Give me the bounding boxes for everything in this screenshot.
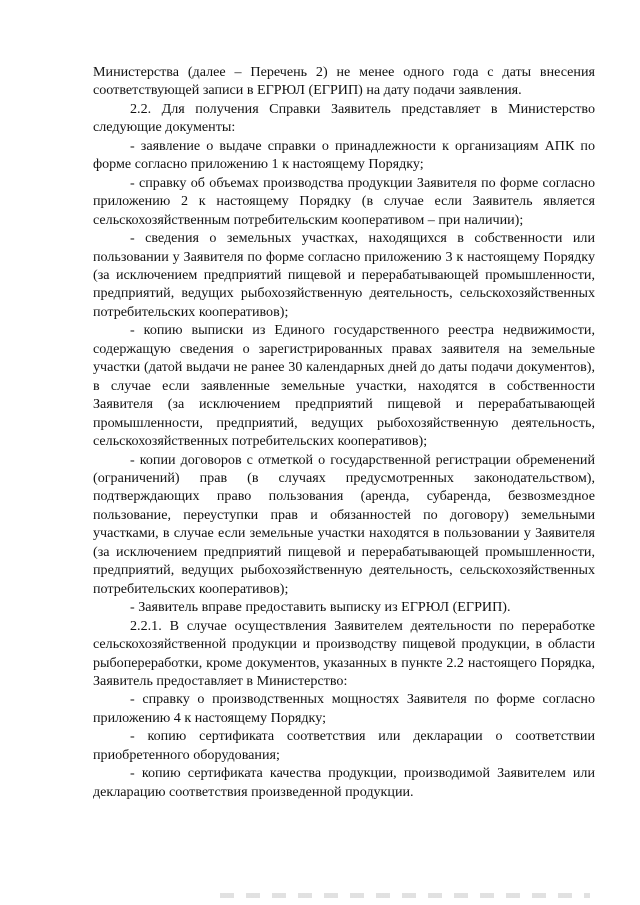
list-item-production-volume: - справку об объемах производства продукции Заявителя по форме согласно приложению 2 к настоящему Порядку (в случае если Заявитель является сельскохозяйственным потребительским кооперативом – при наличии);	[93, 174, 595, 228]
list-item-application: - заявление о выдаче справки о принадлежности к организациям АПК по форме согласно приложению 1 к настоящему Порядку;	[93, 137, 595, 173]
list-item-equipment-certificate: - копию сертификата соответствия или декларации о соответствии приобретенного оборудования;	[93, 728, 595, 763]
paragraph-list-continuation: Министерства (далее – Перечень 2) не менее одного года с даты внесения соответствующей записи в ЕГРЮЛ (ЕГРИП) на дату подачи заявления.	[93, 64, 595, 99]
paragraph-2-2-1: 2.2.1. В случае осуществления Заявителем деятельности по переработке сельскохозяйственной продукции и производству пищевой продукции, в области рыбопереработки, кроме документов, указанных в пункте 2.2 настоящего Порядка, Заявитель предоставляет в Министерство:	[93, 617, 595, 689]
list-item-quality-certificate: - копию сертификата качества продукции, производимой Заявителем или декларацию соответствия произведенной продукции.	[93, 765, 595, 800]
list-item-registry-extract: - копию выписки из Единого государственного реестра недвижимости, содержащую сведения о зарегистрированных правах заявителя на земельные участки (датой выдачи не ранее 30 календарных дней до даты подачи документов), в случае если заявленные земельные участки, находятся в собственности Заявителя (за исключением предприятий пищевой и перерабатывающей промышленности, предприятий, ведущих рыбохозяйственную деятельность, сельскохозяйственных потребительских кооперативов);	[93, 322, 595, 450]
list-item-contract-copies: - копии договоров с отметкой о государственной регистрации обременений (ограничений) прав (в случаях предусмотренных законодательством), подтверждающих право пользования (аренда, субаренда, безвозмездное пользование, переуступки прав и обязанностей по договору) земельными участками, в случае если земельные участки находятся в пользовании у Заявителя (за исключением предприятий пищевой и перерабатывающей промышленности, предприятий, ведущих рыбохозяйственную деятельность, сельскохозяйственных потребительских кооперативов);	[93, 451, 595, 597]
document-body	[93, 63, 595, 801]
paragraph-2-2-heading: 2.2. Для получения Справки Заявитель представляет в Министерство следующие документы:	[93, 100, 595, 136]
list-item-land-plots: - сведения о земельных участках, находящихся в собственности или пользовании у Заявителя по форме согласно приложению 3 к настоящему Порядку (за исключением предприятий пищевой и перерабатывающей промышленности, предприятий, ведущих рыбохозяйственную деятельность, сельскохозяйственных потребительских кооперативов);	[93, 230, 595, 320]
list-item-egrul-extract: - Заявитель вправе предоставить выписку из ЕГРЮЛ (ЕГРИП).	[130, 599, 511, 616]
bottom-scan-artifact	[220, 893, 590, 898]
list-item-capacity-certificate: - справку о производственных мощностях Заявителя по форме согласно приложению 4 к настоящему Порядку;	[93, 691, 595, 726]
